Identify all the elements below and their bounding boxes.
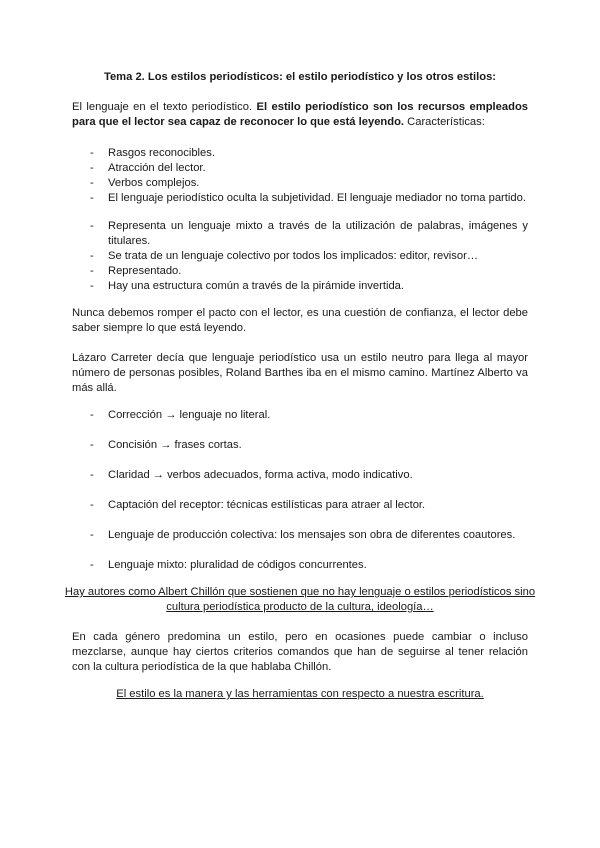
list-item: - El lenguaje periodístico oculta la subjetividad. El lenguaje mediador no toma partido.: [0, 191, 528, 206]
closing-note: El estilo es la manera y las herramientas con respecto a nuestra escritura.: [116, 688, 484, 700]
list-item: - Rasgos reconocibles.: [0, 146, 528, 161]
list-item: - Lenguaje de producción colectiva: los mensajes son obra de diferentes coautores.: [0, 528, 528, 543]
list-item: - Representa un lenguaje mixto a través de la utilización de palabras, imágenes y titulares.: [0, 219, 528, 249]
list-item: - Lenguaje mixto: pluralidad de códigos concurrentes.: [0, 558, 528, 573]
document-title: Tema 2. Los estilos periodísticos: el estilo periodístico y los otros estilos:: [103, 71, 497, 83]
list-item: - Se trata de un lenguaje colectivo por todos los implicados: editor, revisor…: [0, 249, 528, 264]
list-item: - Concisión → frases cortas.: [0, 438, 528, 453]
list-item: - Captación del receptor: técnicas estilísticas para atraer al lector.: [0, 498, 528, 513]
intro-lead: El lenguaje en el texto periodístico.: [72, 101, 257, 113]
intro-paragraph: [72, 100, 528, 130]
list-item: - Representado.: [0, 264, 528, 279]
list-item: - Claridad → verbos adecuados, forma activa, modo indicativo.: [0, 468, 528, 483]
intro-bold: El estilo periodístico son los recursos empleados para que el lector sea capaz de reconocer lo que está leyendo.: [72, 101, 529, 128]
carreter-paragraph: Lázaro Carreter decía que lenguaje periodístico usa un estilo neutro para llega al mayor número de personas posibles, Roland Barthes iba en el mismo camino. Martínez Alberto va más allá.: [72, 352, 528, 394]
chillon-note: Hay autores como Albert Chillón que sostienen que no hay lenguaje o estilos periodísticos sino cultura periodística producto de la cultura, ideología…: [64, 586, 536, 613]
list-item: - Atracción del lector.: [0, 161, 528, 176]
martinez-list: [0, 408, 600, 573]
intro-tail: Características:: [404, 116, 485, 128]
list-item: - Hay una estructura común a través de la pirámide invertida.: [0, 279, 528, 294]
characteristics-list-a: [0, 146, 600, 206]
list-item: - Verbos complejos.: [0, 176, 528, 191]
list-item: - Corrección → lenguaje no literal.: [0, 408, 528, 423]
pact-paragraph: Nunca debemos romper el pacto con el lector, es una cuestión de confianza, el lector debe saber siempre lo que está leyendo.: [72, 307, 528, 334]
characteristics-list-b: [0, 219, 600, 294]
genre-paragraph: En cada género predomina un estilo, pero en ocasiones puede cambiar o incluso mezclarse, aunque hay ciertos criterios comandos que han de seguirse al tener relación con la cultura periodística de la que hablaba Chillón.: [72, 631, 528, 673]
